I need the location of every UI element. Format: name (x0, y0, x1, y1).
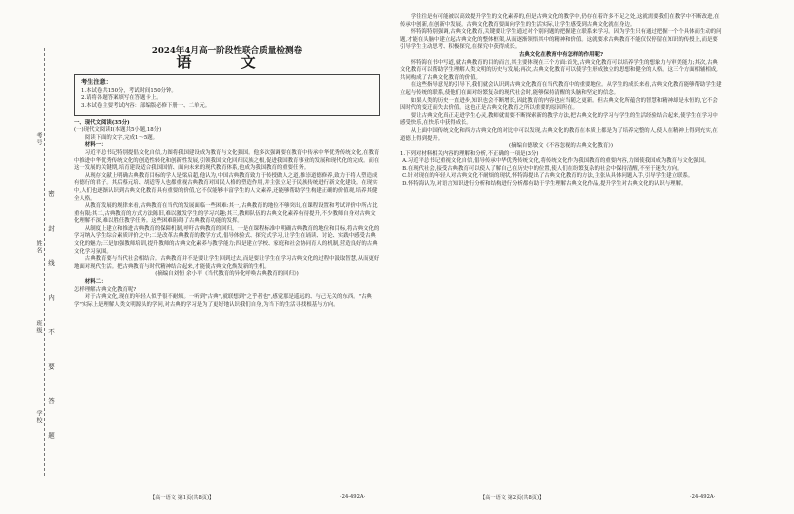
paragraph: 学往往是有可能被以高效提升学生的文化素养的,但是古典文化的教学中,仍存在着许多不足之处,这就需要我们在教学中不断改进,在传承中创新,在创新中发展。古典文化教育要面向学生的生活实际,让学生感受到古典文化就在身边。 (400, 14, 720, 28)
right-body-text (400, 14, 722, 189)
class-label: 班级 (35, 320, 42, 334)
paragraph: 在这些指导意见的引导下,我们就会认识到古典文化教育在当代教育中的重要地位。从学生的成长来看,古典文化教育能够帮助学生建立起与传统的联系,使他们在面对纷繁复杂的现代社会时,能够保持清醒的头脑和坚定的信念。 (400, 82, 722, 96)
exam-title: 2024年4月高一阶段性联合质量检测卷 (151, 46, 303, 56)
paragraph: (摘编自德敏文《不容忽视的古典文化教育》) (509, 143, 613, 150)
paragraph: 一、现代文阅读(35分) (74, 119, 130, 126)
paragraph: (一)现代文阅读Ⅰ(本题共5小题,18分) (74, 127, 162, 134)
paragraph: 从上面中国传统文化和西方古典文化的对比中可以发现,古典文化的教育在本质上都是为了培养完整的人,使人在精神上得到充实,在道德上得到提升。 (400, 127, 718, 142)
paragraph: 怀特海特别强调,古典文化教育,关键要让学生通过对个别问题的把握建立联系来学习。因为学生只有通过把握一个个具体而生动的问题,才能在头脑中建立起古典文化的整体框架,从而逐渐领悟其中的精神和价值。这就要求古典教育不能仅仅停留在知识的传授上,而是要引导学生主动思考、积极探究,在探究中获得成长。 (400, 29, 722, 51)
paragraph: C.针对现在的年轻人对古典文化不耐烦的现状,怀特海提出了古典文化教育的方法,主张从具体问题入手,引导学生建立联系。 (402, 173, 694, 180)
left-page-code: ·24-492A· (340, 494, 366, 500)
left-body-text (74, 120, 380, 310)
seal-warning: 密 封 线 内 不 要 答 题 (47, 190, 55, 452)
paragraph: 怀特海在书中写道,就古典教育的目的而言,其主要体现在三个方面:首先,古典文化教育可以培养学生的想象力与审美能力;其次,古典文化教育可以帮助学生理解人类文明的历史与发展;再次,古典文化教育可以使学生形成独立的思想和健全的人格。这三个方面相辅相成,共同构成了古典文化教育的价值。 (400, 59, 718, 81)
paragraph: 习近平总书记特别提倡文化自信,力图将我国建设成为教育与文化强国。他多次强调要在教育中传承中华优秀传统文化,在教育中推进中华优秀传统文化的创造性转化和创新性发展,引领我国文化回归民族之根,促进我国教育事业的发展和现代化的完成。而在这一发展的关键期,培育建设适合我国国情、面向未来的现代教育体系,也成为我国教育的重要任务。 (74, 149, 380, 172)
paragraph: 怎样理解古典文化教育呢? (74, 286, 137, 293)
paragraph: 古典文化在教育中有怎样的作用呢? (518, 51, 604, 58)
paragraph: 从教育发展的规律来看,古典教育在当代的发展面临一些困难:其一,古典教育的地位不够突出,在课程设置和考试评价中所占比重有限;其二,古典教育的方式方法陈旧,难以激发学生的学习兴趣;其三,教师队伍的古典文化素养有待提升,不少教师自身对古典文化理解不深,难以胜任教学任务。这些困难阻碍了古典教育功能的发挥。 (74, 203, 378, 225)
paragraph: 要让古典文化真正走进学生心灵,教师就需要不断探索新的教学方法,把古典文化的学习与学生的生活经验结合起来,使学生在学习中感受快乐,在快乐中获得成长。 (400, 112, 718, 127)
subject-title: 语 文 (176, 52, 278, 71)
paragraph: 材料二： (84, 279, 107, 286)
paragraph: 1.下列对材料相关内容的理解和分析,不正确的一项是(3分) (400, 150, 539, 157)
left-page-footer: 【高一语文 第1页(共8页)】 (150, 495, 215, 501)
paragraph: D.怀特海认为,对语言知识进行分析和结构进行分析都有助于学生理解古典文化作品,提升学生对古典文化的认识与理解。 (402, 181, 687, 188)
paragraph: 古典教育要与当代社会相结合。古典教育并不是要让学生回到过去,而是要让学生在学习古典文化的过程中汲取智慧,从而更好地面对现代生活。把古典教育与时代精神结合起来,才能使古典文化焕发新的生机。 (74, 256, 380, 270)
paragraph: 材料一： (84, 142, 107, 149)
paragraph: A.习近平总书记重视文化自信,倡导传承中华优秀传统文化,将传统文化作为我国教育的重要内容,力图使我国成为教育与文化强国。 (402, 158, 710, 165)
right-page-code: ·24-492A· (690, 494, 716, 500)
paragraph: 阅读下面的文字,完成1～5题。 (84, 134, 159, 141)
paragraph: B.在现代社会,接受古典教育可以使人了解自己在历史中的位置,使人们在纷繁复杂的社会中保持清醒,不至于迷失方向。 (402, 165, 683, 172)
paragraph: 从制度上建立和推进古典教育的保障机制,呼吁古典教育的回归。一是在课程标准中明确古典教育的地位和目标,将古典文化的学习纳入学生综合素质评价之中;二是改革古典教育的教学方式,倡导体验式、探究式学习,让学生在诵读、讨论、实践中感受古典文化的魅力;三是加强教师培训,提升教师的古典文化素养与教学能力;四是建立学校、家庭和社会协同育人的机制,营造良好的古典文化学习氛围。 (74, 225, 380, 255)
paragraph: (摘编自刘恒 余小平《当代教育的异化呼唤古典教育的回归》) (155, 271, 299, 278)
notice-item: 3.本试卷主要考试内容：部编版必修下册一、二单元。 (81, 102, 211, 109)
notice-item: 1.本试卷共150分，考试时间150分钟。 (81, 87, 177, 94)
exam-number-label: 考号 (35, 132, 42, 146)
school-label: 学校 (35, 410, 42, 424)
name-label: 姓名 (35, 240, 42, 254)
paragraph: 如果人类的历史一直进步,知识也会不断增长,因此教育的内容也应当随之更新。但古典文化所蕴含的智慧和精神却是永恒的,它不会因时代的变迁而失去价值。这也正是古典文化教育之所以重要的原因所在。 (400, 97, 718, 112)
notice-item: 2.请将各题答案填写在答题卡上。 (81, 95, 162, 102)
notice-box (74, 74, 380, 115)
binding-margin (0, 0, 58, 514)
seal-line (44, 48, 45, 476)
right-page-footer: 【高一语文 第2页(共8页)】 (480, 495, 545, 501)
paragraph: 对于古典文化,现在的年轻人似乎很不耐烦。一听到"古典",就联想到"之乎者也",感觉那是遥远的、与己无关的东西。"古典学"实际上是理解人类文明源头的学问,对古典的学习是为了更好地认识我们自身,为当下的生活寻找根基与方向。 (74, 294, 372, 308)
paragraph: 从现存文献上明确古典教育目标的学人是梁启超,他认为,中国古典教育致力于传授做人之道,推崇道德修养,致力于将人塑造成有德行的君子。其后蔡元培、胡适等人也都重视古典教育对国民人格的塑造作用,并主张立足于民族传统进行新文化建设。在现实中,人们也逐渐认识到古典文化教育具有重要的价值,它不仅能够丰富学生的人文素养,还能够帮助学生构建正确的价值观,培养其健全人格。 (74, 172, 378, 202)
right-column (400, 14, 722, 189)
left-column (74, 14, 380, 309)
notice-title: 考生注意： (81, 79, 112, 87)
